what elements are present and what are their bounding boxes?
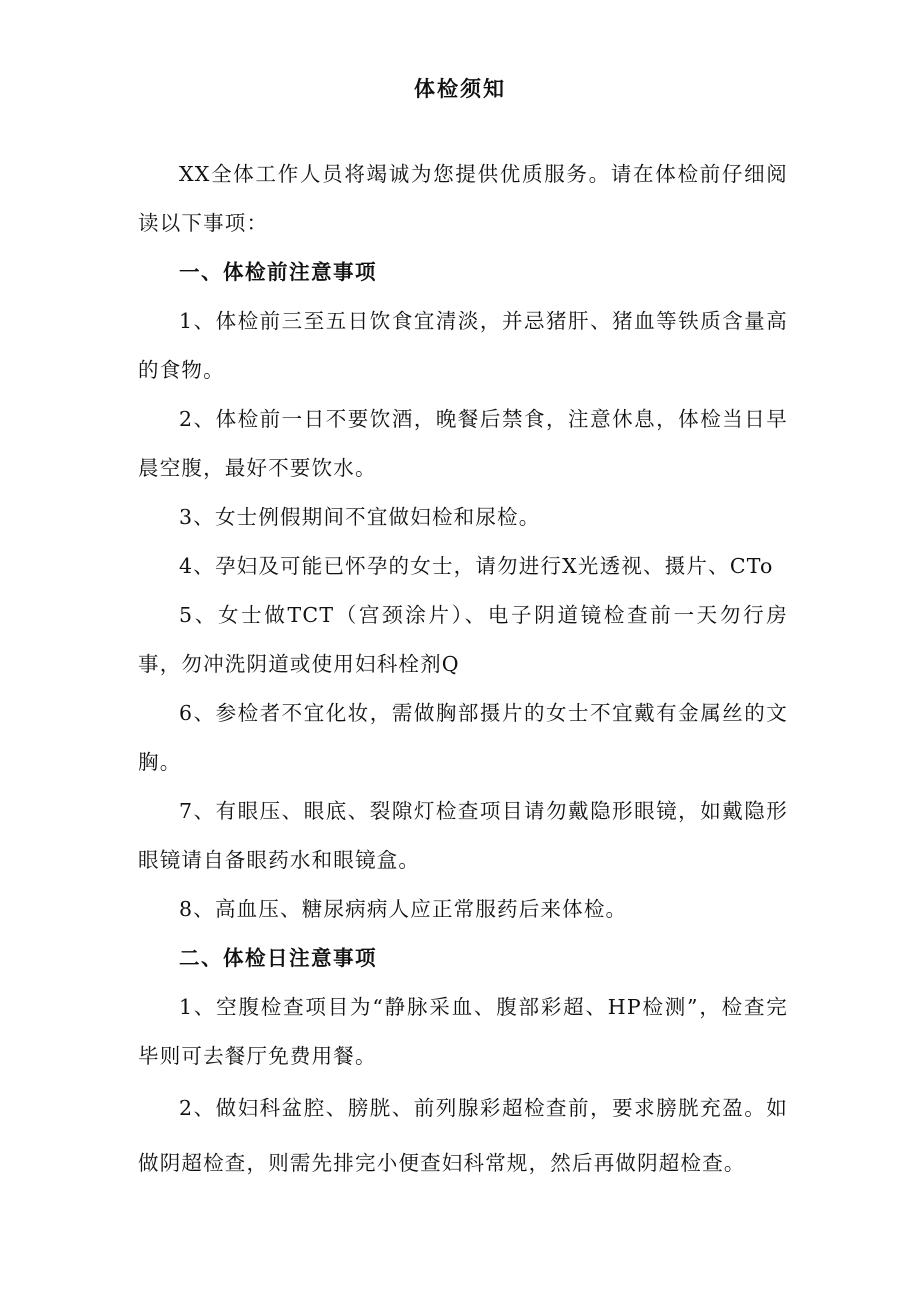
section-heading: 二、体检日注意事项 xyxy=(179,946,377,970)
list-item: 6、参检者不宜化妆，需做胸部摄片的女士不宜戴有金属丝的文胸。 xyxy=(138,701,788,774)
list-item: 5、女士做TCT（宫颈涂片）、电子阴道镜检查前一天勿行房事，勿冲洗阴道或使用妇科栓剂Q xyxy=(138,603,788,676)
document-title: 体检须知 xyxy=(414,76,506,101)
section-before-exam xyxy=(138,248,788,934)
list-item: 2、体检前一日不要饮酒，晚餐后禁食，注意休息，体检当日早晨空腹，最好不要饮水。 xyxy=(138,407,788,480)
list-item: 3、女士例假期间不宜做妇检和尿检。 xyxy=(179,505,541,529)
list-item: 4、孕妇及可能已怀孕的女士，请勿进行X光透视、摄片、CTo xyxy=(179,554,774,578)
list-item: 8、高血压、糖尿病病人应正常服药后来体检。 xyxy=(179,897,628,921)
section-exam-day xyxy=(138,934,788,1191)
document-body xyxy=(138,150,788,1191)
section-heading: 一、体检前注意事项 xyxy=(179,260,377,284)
list-item: 1、体检前三至五日饮食宜清淡，并忌猪肝、猪血等铁质含量高的食物。 xyxy=(138,309,788,382)
intro-paragraph: XX全体工作人员将竭诚为您提供优质服务。请在体检前仔细阅读以下事项： xyxy=(138,162,788,235)
list-item: 2、做妇科盆腔、膀胱、前列腺彩超检查前，要求膀胱充盈。如做阴超检查，则需先排完小便查妇科常规，然后再做阴超检查。 xyxy=(138,1096,788,1175)
list-item: 7、有眼压、眼底、裂隙灯检查项目请勿戴隐形眼镜，如戴隐形眼镜请自备眼药水和眼镜盒。 xyxy=(138,799,788,872)
list-item: 1、空腹检查项目为“静脉采血、腹部彩超、HP检测”，检查完毕则可去餐厅免费用餐。 xyxy=(138,995,788,1068)
